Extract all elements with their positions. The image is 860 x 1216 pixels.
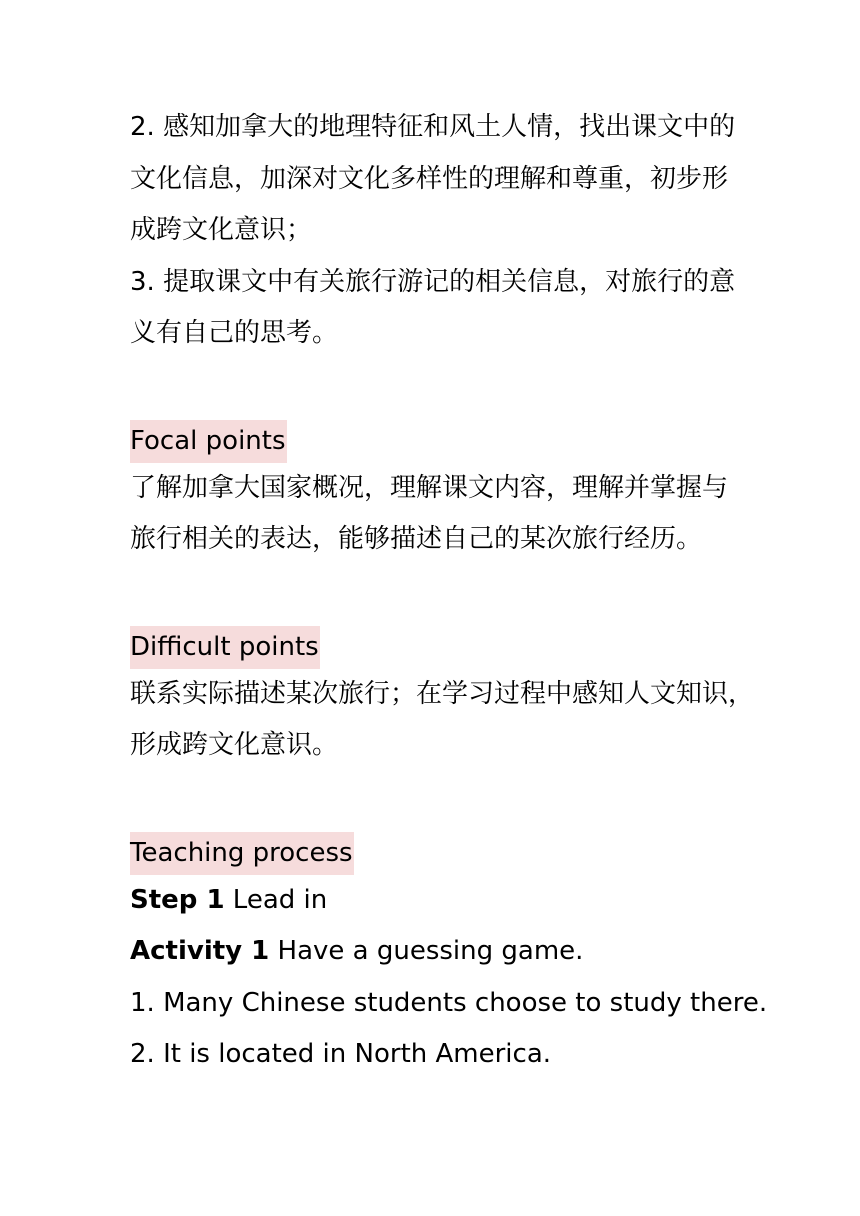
objective-line: 文化信息，加深对文化多样性的理解和尊重，初步形 xyxy=(130,163,729,194)
activity-text: Have a guessing game. xyxy=(269,936,584,966)
teaching-process-section xyxy=(130,823,768,1081)
objective-line: 2. 感知加拿大的地理特征和风土人情，找出课文中的 xyxy=(130,112,736,142)
focal-points-heading: Focal points xyxy=(130,420,287,463)
focal-points-section xyxy=(130,411,740,566)
objective-line: 义有自己的思考。 xyxy=(130,318,339,348)
clue-line: 1. Many Chinese students choose to study there. xyxy=(130,987,768,1018)
activity-line xyxy=(130,926,740,978)
difficult-points-section xyxy=(130,617,755,772)
clue-line: 2. It is located in North America. xyxy=(130,1039,552,1069)
focal-points-line: 旅行相关的表达，能够描述自己的某次旅行经历。 xyxy=(130,524,703,554)
step-line xyxy=(130,875,740,927)
objective-line: 成跨文化意识； xyxy=(130,215,313,245)
difficult-points-line: 联系实际描述某次旅行；在学习过程中感知人文知识， xyxy=(130,678,755,709)
step-label: Step 1 xyxy=(130,884,225,915)
spacer xyxy=(130,772,740,824)
document-page xyxy=(130,102,768,1081)
teaching-process-heading: Teaching process xyxy=(130,832,354,875)
objective-line: 3. 提取课文中有关旅行游记的相关信息，对旅行的意 xyxy=(130,266,736,297)
spacer xyxy=(130,566,740,618)
difficult-points-heading: Difficult points xyxy=(130,626,320,669)
spacer xyxy=(130,360,740,412)
difficult-points-line: 形成跨文化意识。 xyxy=(130,730,339,760)
activity-label: Activity 1 xyxy=(130,936,270,966)
step-text: Lead in xyxy=(224,884,328,915)
focal-points-line: 了解加拿大国家概况，理解课文内容，理解并掌握与 xyxy=(130,472,729,503)
objectives-section xyxy=(130,102,740,360)
